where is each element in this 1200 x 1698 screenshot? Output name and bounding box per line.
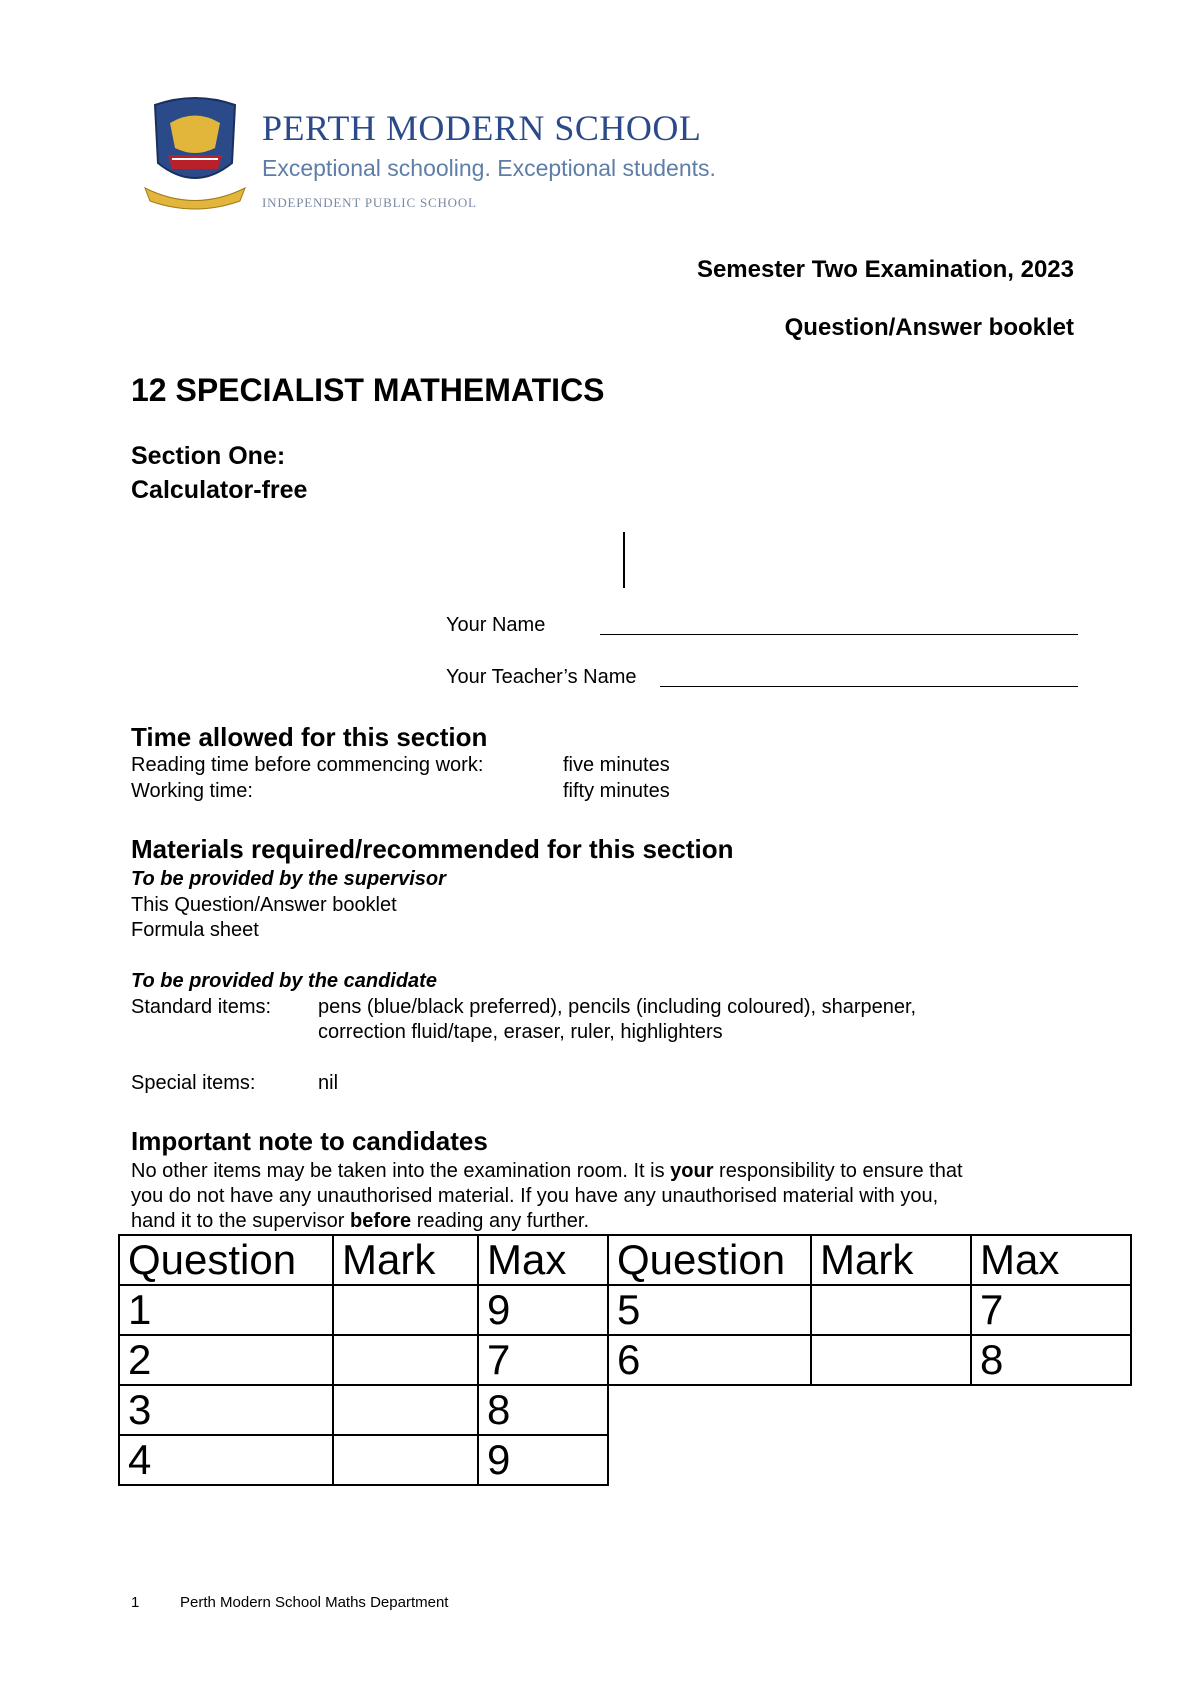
table-header: Question [119,1235,333,1285]
mark-cell[interactable] [333,1435,478,1485]
table-header: Mark [811,1235,971,1285]
question-cell: 1 [119,1285,333,1335]
mark-cell[interactable] [333,1335,478,1385]
supervisor-item: This Question/Answer booklet [131,894,397,916]
question-cell: 3 [119,1385,333,1435]
standard-items-line1: pens (blue/black preferred), pencils (including coloured), sharpener, [318,996,917,1018]
max-cell: 7 [478,1335,608,1385]
table-header-row [119,1235,1131,1285]
candidate-heading: To be provided by the candidate [131,970,437,992]
max-cell: 7 [971,1285,1131,1335]
working-time-label: Working time: [131,780,253,802]
question-cell: 6 [608,1335,811,1385]
supervisor-heading: To be provided by the supervisor [131,868,446,890]
your-name-label: Your Name [446,614,546,636]
working-time-value: fifty minutes [563,780,670,802]
table-row [119,1285,1131,1335]
mark-cell[interactable] [333,1385,478,1435]
school-name: PERTH MODERN SCHOOL [262,108,702,148]
table-header: Mark [333,1235,478,1285]
max-cell: 8 [971,1335,1131,1385]
teacher-name-field[interactable] [660,686,1078,687]
special-items-label: Special items: [131,1072,256,1094]
special-items-value: nil [318,1072,339,1094]
text-cursor [623,532,625,588]
note-line-2: you do not have any unauthorised material. If you have any unauthorised material with you, [131,1185,939,1207]
table-header: Question [608,1235,811,1285]
standard-items-line2: correction fluid/tape, eraser, ruler, highlighters [318,1021,723,1043]
question-cell: 2 [119,1335,333,1385]
booklet-title: Question/Answer booklet [784,314,1074,341]
section-type: Calculator-free [131,476,308,504]
max-cell: 8 [478,1385,608,1435]
supervisor-item: Formula sheet [131,919,259,941]
note-line-3: hand it to the supervisor before reading any further. [131,1210,590,1232]
reading-time-value: five minutes [563,754,670,776]
your-name-field[interactable] [600,634,1078,635]
table-row [119,1385,1131,1435]
question-cell: 4 [119,1435,333,1485]
time-allowed-heading: Time allowed for this section [131,722,488,752]
footer-department: Perth Modern School Maths Department [180,1594,449,1611]
school-subline: INDEPENDENT PUBLIC SCHOOL [262,195,477,210]
marks-table [118,1234,1132,1486]
exam-title: Semester Two Examination, 2023 [696,256,1074,283]
page-number: 1 [131,1594,140,1611]
important-note-heading: Important note to candidates [131,1126,488,1156]
reading-time-label: Reading time before commencing work: [131,754,484,776]
mark-cell[interactable] [811,1285,971,1335]
table-header: Max [478,1235,608,1285]
table-header: Max [971,1235,1131,1285]
school-crest-icon [140,93,250,211]
note-line-1: No other items may be taken into the examination room. It is your responsibility to ensure that [131,1160,963,1182]
school-logo [140,93,720,218]
max-cell: 9 [478,1285,608,1335]
question-cell: 5 [608,1285,811,1335]
max-cell: 9 [478,1435,608,1485]
mark-cell[interactable] [333,1285,478,1335]
table-row [119,1435,1131,1485]
school-tagline: Exceptional schooling. Exceptional students. [262,155,716,181]
standard-items-label: Standard items: [131,996,272,1018]
teacher-name-label: Your Teacher’s Name [446,666,637,688]
section-label: Section One: [131,442,286,470]
materials-heading: Materials required/recommended for this section [131,834,734,864]
table-row [119,1335,1131,1385]
course-title: 12 SPECIALIST MATHEMATICS [131,372,605,408]
mark-cell[interactable] [811,1335,971,1385]
